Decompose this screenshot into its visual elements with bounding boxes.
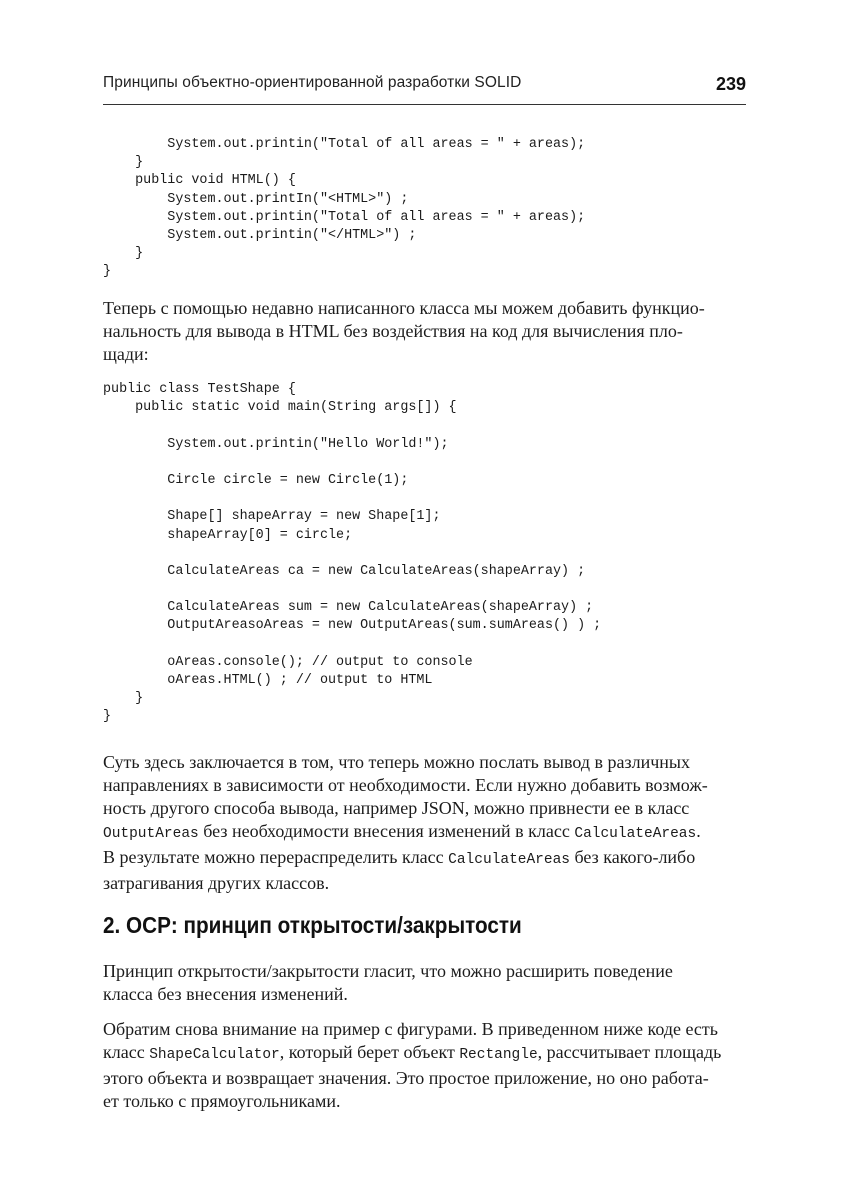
code-line: CalculateAreas sum = new CalculateAreas(shapeArray) ; (103, 600, 594, 616)
running-title: Принципы объектно-ориентированной разработки SOLID (103, 74, 522, 91)
paragraph-html-output (103, 297, 746, 366)
code-line (103, 454, 601, 472)
code-line: System.out.printin("Total of all areas = " + areas); (103, 137, 586, 152)
text-line (103, 1041, 746, 1067)
page-header (103, 74, 746, 105)
code-line: public class TestShape { (103, 382, 296, 397)
code-block-output-areas (103, 136, 585, 282)
text-line: направлениях в зависимости от необходимости. Если нужно добавить возмож- (103, 775, 708, 795)
code-line: public void HTML() { (103, 173, 296, 189)
page-number: 239 (715, 74, 746, 94)
text-line: Суть здесь заключается в том, что теперь можно послать вывод в различных (103, 752, 690, 772)
paragraph-ocp-definition (103, 960, 746, 1006)
code-line (103, 417, 601, 435)
text-line (103, 820, 746, 846)
text-line: Обратим снова внимание на пример с фигурами. В приведенном ниже коде есть (103, 1019, 718, 1039)
code-line: } (103, 691, 144, 707)
code-line: shapeArray[0] = circle; (103, 527, 353, 543)
text-run: без необходимости внесения изменений в класс (198, 821, 575, 841)
code-line: } (103, 246, 144, 262)
text-line: Теперь с помощью недавно написанного класса мы можем добавить функцио- (103, 298, 705, 318)
code-line: } (103, 264, 112, 280)
text-line: класса без внесения изменений. (103, 984, 348, 1004)
text-line: ет только с прямоугольниками. (103, 1091, 341, 1111)
code-line: oAreas.console(); // output to console (103, 654, 473, 670)
code-line: oAreas.HTML() ; // output to HTML (103, 673, 433, 688)
inline-code: Rectangle (459, 1047, 538, 1063)
code-line: System.out.printin("</HTML>") ; (103, 227, 417, 243)
text-run: класс (103, 1042, 150, 1062)
code-line: public static void main(String args[]) { (103, 400, 457, 416)
text-line: этого объекта и возвращает значения. Это простое приложение, но оно работа- (103, 1068, 709, 1088)
code-line: Shape[] shapeArray = new Shape[1]; (103, 509, 441, 525)
text-line: Принцип открытости/закрытости гласит, что можно расширить поведение (103, 961, 673, 981)
code-line (103, 581, 601, 599)
text-line: ность другого способа вывода, например JSON, можно привнести ее в класс (103, 798, 690, 818)
inline-code: ShapeCalculator (149, 1047, 280, 1063)
code-line: Circle circle = new Circle(1); (103, 472, 409, 488)
code-line: } (103, 709, 112, 725)
code-line: System.out.printIn("<HTML>") ; (103, 191, 409, 207)
text-line: щади: (103, 344, 149, 364)
code-line (103, 490, 601, 508)
paragraph-output-directions (103, 751, 746, 895)
text-run: В результате можно перераспределить класс (103, 847, 449, 867)
text-run: без какого-либо (569, 847, 696, 867)
code-line: System.out.printin("Total of all areas = " + areas); (103, 209, 586, 225)
text-run: , который берет объект (279, 1042, 460, 1062)
code-line (103, 636, 601, 654)
text-run: , рассчитывает площадь (537, 1042, 722, 1062)
code-block-test-shape (103, 381, 601, 727)
code-line: System.out.printin("Hello World!"); (103, 436, 449, 452)
code-line: } (103, 155, 144, 171)
section-heading: 2. OCP: принцип открытости/закрытости (103, 912, 522, 938)
paragraph-shape-calculator (103, 1018, 746, 1113)
text-line: нальность для вывода в HTML без воздействия на код для вычисления пло- (103, 321, 683, 341)
code-line: OutputAreasoAreas = new OutputAreas(sum.sumAreas() ) ; (103, 618, 602, 634)
code-line: CalculateAreas ca = new CalculateAreas(shapeArray) ; (103, 563, 586, 579)
text-line: затрагивания других классов. (103, 873, 330, 893)
code-line (103, 545, 601, 563)
inline-code: CalculateAreas (574, 826, 697, 842)
text-run: . (696, 821, 701, 841)
inline-code: CalculateAreas (448, 852, 570, 868)
inline-code: OutputAreas (103, 826, 199, 842)
text-line (103, 846, 746, 872)
